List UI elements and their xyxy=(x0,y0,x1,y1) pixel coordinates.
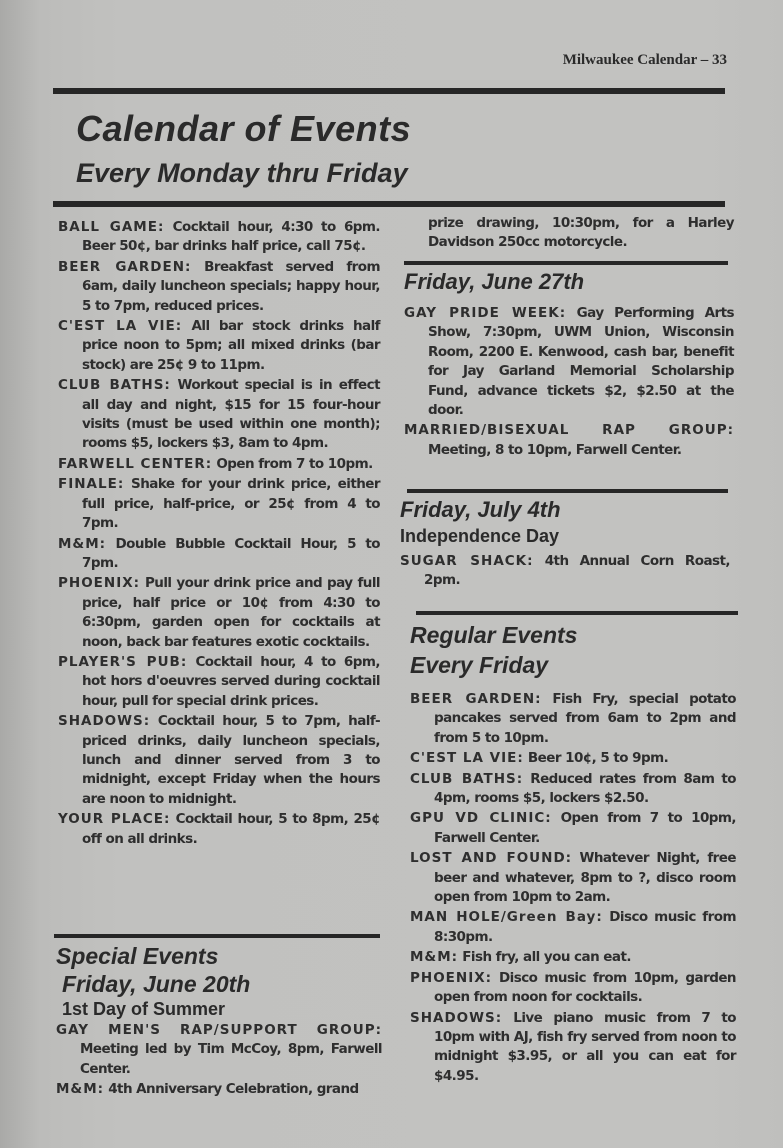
event-entry xyxy=(58,535,380,574)
venue-name: FARWELL CENTER: xyxy=(58,455,213,472)
event-description: Reduced rates from 8am to 4pm, rooms $5, lockers $2.50. xyxy=(434,770,736,807)
event-entry xyxy=(410,969,736,1008)
venue-name: SHADOWS: xyxy=(410,1009,503,1026)
event-description: Cocktail hour, 5 to 7pm, half-priced drinks, daily luncheon specials, lunch and dinner served from 3 to midnight, except Friday when the hours are noon to midnight. xyxy=(82,713,380,807)
june20-occasion: 1st Day of Summer xyxy=(62,999,226,1019)
event-description: Workout special is in effect all day and night, $15 for 15 four-hour visits (must be used within one month); rooms $5, lockers $3, 8am to 4pm. xyxy=(82,377,380,452)
venue-name: LOST AND FOUND: xyxy=(410,850,573,867)
july4-rule xyxy=(407,489,728,493)
venue-name: PLAYER'S PUB: xyxy=(58,653,188,670)
regular-events-rule xyxy=(416,611,738,615)
event-description: Gay Performing Arts Show, 7:30pm, UWM Union, Wisconsin Room, 2200 E. Kenwood, cash bar, benefit for Jay Garland Memorial Scholarship Fund, advance tickets $2, $2.50 at the door. xyxy=(428,305,734,419)
event-entry xyxy=(58,376,380,454)
event-description: Fish Fry, special potato pancakes served from 6am to 2pm and from 5 to 10pm. xyxy=(434,691,736,746)
event-description: Cocktail hour, 5 to 8pm, 25¢ off on all drinks. xyxy=(82,811,380,847)
event-description: Cocktail hour, 4:30 to 6pm. Beer 50¢, bar drinks half price, call 75¢. xyxy=(82,219,381,255)
event-entry xyxy=(410,749,736,768)
event-description: Shake for your drink price, either full price, half-price, or 25¢ from 4 to 7pm. xyxy=(82,476,380,532)
special-events-rule xyxy=(54,934,380,938)
june27-list xyxy=(404,304,734,460)
event-description: Whatever Night, free beer and whatever, 8pm to ?, disco room open from 10pm to 2am. xyxy=(434,850,736,906)
event-entry xyxy=(410,948,736,967)
event-description: Meeting, 8 to 10pm, Farwell Center. xyxy=(428,441,682,458)
event-description: Beer 10¢, 5 to 9pm. xyxy=(527,750,669,767)
event-entry xyxy=(58,475,380,533)
event-description: Open from 7 to 10pm. xyxy=(216,455,373,472)
venue-name: YOUR PLACE: xyxy=(58,811,171,828)
venue-name: GAY MEN'S RAP/SUPPORT GROUP: xyxy=(56,1022,382,1038)
event-description: Pull your drink price and pay full price, half price or 10¢ from 4:30 to 6:30pm, garden open for cocktails at noon, back bar features exotic cocktails. xyxy=(82,575,380,650)
event-entry xyxy=(410,770,736,809)
event-description: Open from 7 to 10pm, Farwell Center. xyxy=(434,810,737,846)
event-description: Disco music from 10pm, garden open from noon for cocktails. xyxy=(434,969,736,1006)
event-entry xyxy=(410,690,736,748)
event-description: Disco music from 8:30pm. xyxy=(434,909,736,945)
event-description: 4th Anniversary Celebration, grand xyxy=(108,1081,359,1098)
venue-name: BALL GAME: xyxy=(58,219,165,235)
event-description: Meeting led by Tim McCoy, 8pm, Farwell Center. xyxy=(80,1041,382,1077)
header-rule xyxy=(53,88,725,94)
july4-date: Friday, July 4th xyxy=(400,497,561,522)
june27-rule xyxy=(404,261,728,265)
event-entry xyxy=(410,908,736,947)
june27-block xyxy=(404,268,734,461)
regular-events-block xyxy=(410,620,736,1087)
event-description: Fish fry, all you can eat. xyxy=(462,949,631,966)
event-entry xyxy=(58,258,380,316)
event-entry xyxy=(404,304,734,420)
july4-occasion: Independence Day xyxy=(400,526,560,546)
june20-list xyxy=(56,1021,382,1100)
weekday-list xyxy=(58,218,380,849)
event-entry xyxy=(410,849,736,907)
page-subtitle: Every Monday thru Friday xyxy=(76,158,408,188)
event-entry xyxy=(58,455,380,474)
venue-name: SHADOWS: xyxy=(58,713,151,730)
event-entry xyxy=(58,810,380,849)
venue-name: PHOENIX: xyxy=(410,969,493,986)
venue-name: CLUB BATHS: xyxy=(410,770,524,787)
event-description: Double Bubble Cocktail Hour, 5 to 7pm. xyxy=(82,535,380,571)
june27-date: Friday, June 27th xyxy=(404,269,585,294)
event-entry xyxy=(58,317,380,375)
venue-name: GAY PRIDE WEEK: xyxy=(404,305,567,321)
event-description: All bar stock drinks half price noon to 5pm; all mixed drinks (bar stock) are 25¢ 9 to 11pm. xyxy=(82,318,380,373)
special-events-heading: Special Events xyxy=(56,943,219,969)
venue-name: SUGAR SHACK: xyxy=(400,553,534,569)
regular-list xyxy=(410,690,736,1086)
june20-continuation-block xyxy=(404,214,734,254)
page-title: Calendar of Events xyxy=(76,108,412,149)
venue-name: BEER GARDEN: xyxy=(58,258,192,275)
venue-name: C'EST LA VIE: xyxy=(410,750,524,767)
event-entry xyxy=(410,809,736,848)
july4-list xyxy=(400,552,730,591)
event-entry xyxy=(58,653,380,711)
venue-name: M&M: xyxy=(56,1081,105,1098)
june20-continuation: prize drawing, 10:30pm, for a Harley Davidson 250cc motorcycle. xyxy=(428,215,734,251)
venue-name: C'EST LA VIE: xyxy=(58,318,183,335)
event-description: Live piano music from 7 to 10pm with AJ, fish fry served from noon to midnight $3.95, or all you can eat for $4.95. xyxy=(434,1009,736,1084)
venue-name: CLUB BATHS: xyxy=(58,377,171,394)
july4-block xyxy=(400,496,730,592)
venue-name: M&M: xyxy=(58,535,107,552)
venue-name: M&M: xyxy=(410,949,459,966)
venue-name: PHOENIX: xyxy=(58,575,141,592)
venue-name: GPU VD CLINIC: xyxy=(410,810,552,827)
regular-events-subheading: Every Friday xyxy=(410,652,549,678)
page-folio: Milwaukee Calendar – 33 xyxy=(562,52,727,68)
regular-events-heading: Regular Events xyxy=(410,622,578,648)
venue-name: MAN HOLE/Green Bay: xyxy=(410,909,603,926)
left-column xyxy=(58,218,380,850)
venue-name: FINALE: xyxy=(58,476,125,493)
event-entry xyxy=(58,218,380,257)
venue-name: MARRIED/BISEXUAL RAP GROUP: xyxy=(404,422,734,439)
event-description: 4th Annual Corn Roast, 2pm. xyxy=(424,553,731,589)
venue-name: BEER GARDEN: xyxy=(410,691,542,707)
event-entry xyxy=(400,552,730,591)
event-entry xyxy=(410,1009,736,1087)
event-entry xyxy=(404,421,734,460)
title-rule xyxy=(53,201,725,207)
special-events-block xyxy=(56,942,382,1101)
event-description: Breakfast served from 6am, daily luncheon specials; happy hour, 5 to 7pm, reduced prices. xyxy=(82,258,380,314)
event-entry xyxy=(56,1080,382,1099)
june20-date: Friday, June 20th xyxy=(62,971,251,997)
event-entry xyxy=(58,574,380,652)
event-entry xyxy=(58,712,380,809)
event-entry xyxy=(56,1021,382,1079)
event-description: Cocktail hour, 4 to 6pm, hot hors d'oeuvres served during cocktail hour, pull for special drink prices. xyxy=(82,653,380,709)
